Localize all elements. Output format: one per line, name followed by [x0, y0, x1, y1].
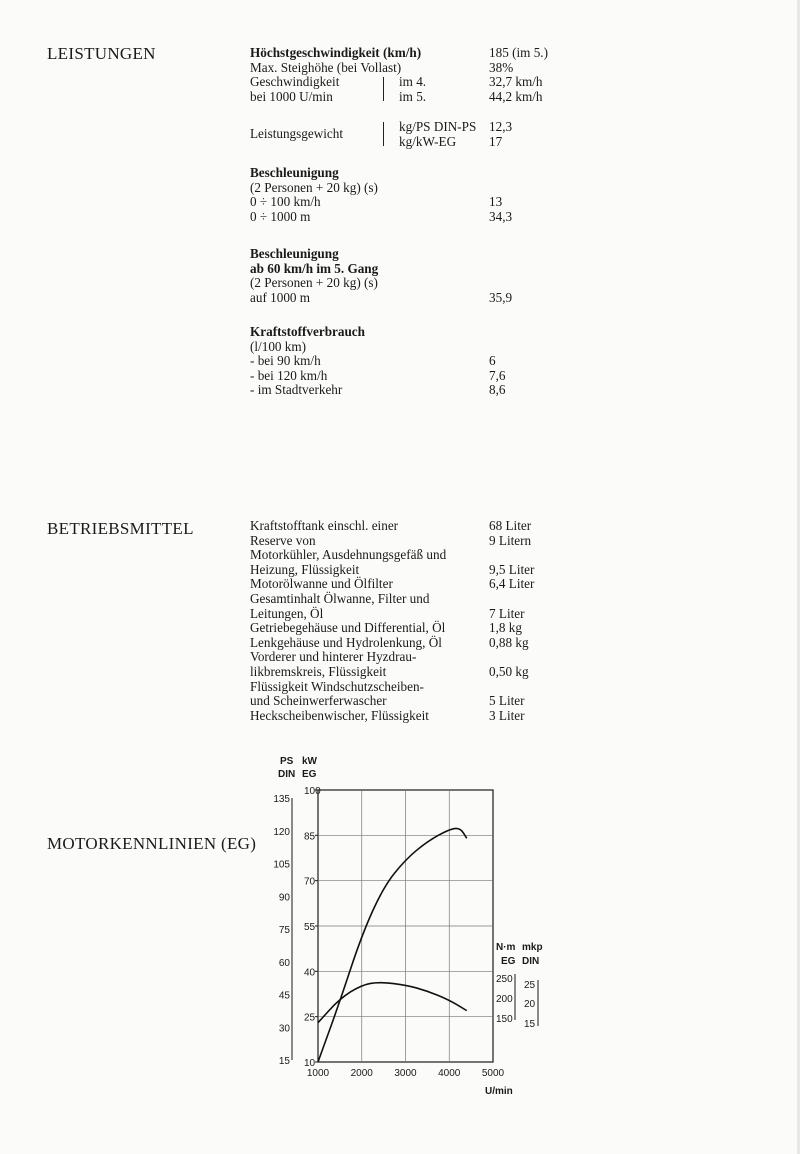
kw-tick-label: 55 — [304, 922, 316, 933]
x-tick-label: 3000 — [394, 1068, 417, 1079]
betriebsmittel-value: 3 Liter — [489, 707, 525, 723]
beschl1-r1-value: 13 — [489, 194, 503, 210]
kw-header: kW — [302, 756, 317, 767]
section-motorkennlinien: MOTORKENNLINIEN (EG) — [47, 834, 257, 853]
betriebsmittel-value: 0,50 kg — [489, 663, 529, 679]
kw-tick-label: 85 — [304, 831, 316, 843]
betriebsmittel-label: likbremskreis, Flüssigkeit — [250, 663, 387, 679]
beschl1-title: Beschleunigung — [250, 165, 339, 180]
ps-tick-label: 75 — [278, 925, 290, 936]
beschl2-r1-label: auf 1000 m — [250, 289, 311, 305]
betriebsmittel-label: Heckscheibenwischer, Flüssigkeit — [250, 707, 429, 723]
leistungsgewicht-label: Leistungsgewicht — [250, 126, 344, 142]
verbrauch-r3-value: 8,6 — [489, 382, 506, 398]
ps-tick-label: 30 — [278, 1023, 290, 1035]
betriebsmittel-label: und Scheinwerferwascher — [250, 693, 387, 709]
betriebsmittel-value: 9,5 Liter — [489, 561, 535, 577]
beschl1-r1-label: 0 ÷ 100 km/h — [250, 194, 321, 210]
im4-value: 32,7 km/h — [489, 74, 543, 90]
lg-value1: 12,3 — [489, 119, 513, 135]
brace-icon — [383, 122, 384, 146]
x-tick-label: 2000 — [350, 1068, 373, 1079]
hoechst-label: Höchstgeschwindigkeit (km/h) — [250, 45, 422, 60]
verbrauch-r2-value: 7,6 — [489, 367, 506, 383]
beschl1-r2-value: 34,3 — [489, 208, 513, 224]
betriebsmittel-label: Reserve von — [250, 532, 316, 548]
betriebsmittel-value: 6,4 Liter — [489, 576, 535, 592]
beschl2-title2: ab 60 km/h im 5. Gang — [250, 260, 379, 276]
ps-tick-label: 60 — [278, 957, 290, 969]
chart-svg — [268, 750, 558, 1110]
motorkennlinien-chart — [268, 750, 558, 1110]
mkp-header: mkp — [522, 942, 543, 953]
ps-tick-label: 15 — [278, 1056, 290, 1067]
power-curve — [318, 828, 467, 1062]
steig-value: 38% — [489, 59, 514, 75]
betriebsmittel-label: Gesamtinhalt Ölwanne, Filter und — [250, 590, 430, 606]
brace-icon — [383, 77, 384, 101]
verbrauch-r1-value: 6 — [489, 353, 496, 369]
lg-value2: 17 — [489, 133, 503, 149]
im4-label: im 4. — [399, 74, 427, 90]
kw-tick-label: 100 — [304, 786, 321, 797]
x-tick-label: 1000 — [306, 1068, 330, 1079]
betriebsmittel-label: Vorderer und hinterer Hyzdrau- — [250, 649, 417, 665]
geschw-label2: bei 1000 U/min — [250, 88, 333, 104]
din-header: DIN — [278, 769, 296, 780]
nm-tick-label: 250 — [496, 974, 513, 985]
steig-label: Max. Steighöhe (bei Vollast) — [250, 59, 402, 75]
x-axis-label: U/min — [485, 1086, 513, 1097]
beschl1-r2-label: 0 ÷ 1000 m — [250, 208, 311, 224]
ps-tick-label: 120 — [273, 826, 290, 838]
betriebsmittel-label: Flüssigkeit Windschutzscheiben- — [250, 678, 424, 694]
hoechst-value: 185 (im 5.) — [489, 45, 548, 60]
geschw-label: Geschwindigkeit — [250, 74, 340, 90]
lg-unit2: kg/kW-EG — [399, 133, 457, 149]
din-right-header: DIN — [522, 956, 540, 967]
ps-tick-label: 105 — [273, 859, 290, 871]
section-leistungen: LEISTUNGEN — [47, 44, 156, 63]
ps-tick-label: 135 — [273, 794, 290, 805]
betriebsmittel-label: Getriebegehäuse und Differential, Öl — [250, 620, 446, 636]
verbrauch-title: Kraftstoffverbrauch — [250, 324, 365, 339]
nm-header: N·m — [496, 942, 516, 953]
im5-label: im 5. — [399, 88, 427, 104]
betriebsmittel-value: 5 Liter — [489, 693, 525, 709]
x-tick-label: 5000 — [481, 1068, 505, 1079]
section-betriebsmittel: BETRIEBSMITTEL — [47, 519, 194, 538]
beschl2-sub: (2 Personen + 20 kg) (s) — [250, 275, 378, 291]
kw-tick-label: 25 — [304, 1012, 316, 1024]
betriebsmittel-value: 9 Litern — [489, 532, 532, 548]
betriebsmittel-value: 0,88 kg — [489, 634, 529, 650]
mkp-tick-label: 25 — [524, 980, 536, 991]
verbrauch-r1-label: - bei 90 km/h — [250, 353, 321, 369]
im5-value: 44,2 km/h — [489, 88, 543, 104]
betriebsmittel-value: 1,8 kg — [489, 620, 522, 636]
betriebsmittel-label: Motorkühler, Ausdehnungsgefäß und — [250, 547, 447, 563]
betriebsmittel-label: Heizung, Flüssigkeit — [250, 561, 360, 577]
eg-right-header: EG — [501, 956, 516, 967]
x-tick-label: 4000 — [438, 1068, 461, 1079]
kw-tick-label: 10 — [304, 1058, 316, 1069]
verbrauch-r3-label: - im Stadtverkehr — [250, 382, 343, 398]
verbrauch-r2-label: - bei 120 km/h — [250, 367, 328, 383]
beschl1-sub: (2 Personen + 20 kg) (s) — [250, 179, 378, 195]
betriebsmittel-label: Motorölwanne und Ölfilter — [250, 576, 393, 592]
ps-tick-label: 90 — [278, 892, 290, 904]
eg-header: EG — [302, 769, 317, 780]
nm-tick-label: 150 — [496, 1014, 513, 1025]
ps-tick-label: 45 — [278, 990, 290, 1002]
betriebsmittel-label: Leitungen, Öl — [250, 605, 324, 621]
nm-tick-label: 200 — [496, 994, 513, 1005]
verbrauch-sub: (l/100 km) — [250, 338, 307, 354]
mkp-tick-label: 15 — [524, 1019, 536, 1030]
betriebsmittel-value: 7 Liter — [489, 605, 525, 621]
beschl2-title: Beschleunigung — [250, 246, 339, 261]
lg-unit1: kg/PS DIN-PS — [399, 119, 477, 135]
beschl2-r1-value: 35,9 — [489, 289, 513, 305]
mkp-tick-label: 20 — [524, 999, 536, 1010]
ps-header: PS — [280, 756, 294, 767]
betriebsmittel-label: Lenkgehäuse und Hydrolenkung, Öl — [250, 634, 442, 650]
betriebsmittel-label: Kraftstofftank einschl. einer — [250, 518, 399, 533]
kw-tick-label: 40 — [304, 967, 316, 979]
betriebsmittel-value: 68 Liter — [489, 518, 532, 533]
kw-tick-label: 70 — [304, 876, 316, 888]
